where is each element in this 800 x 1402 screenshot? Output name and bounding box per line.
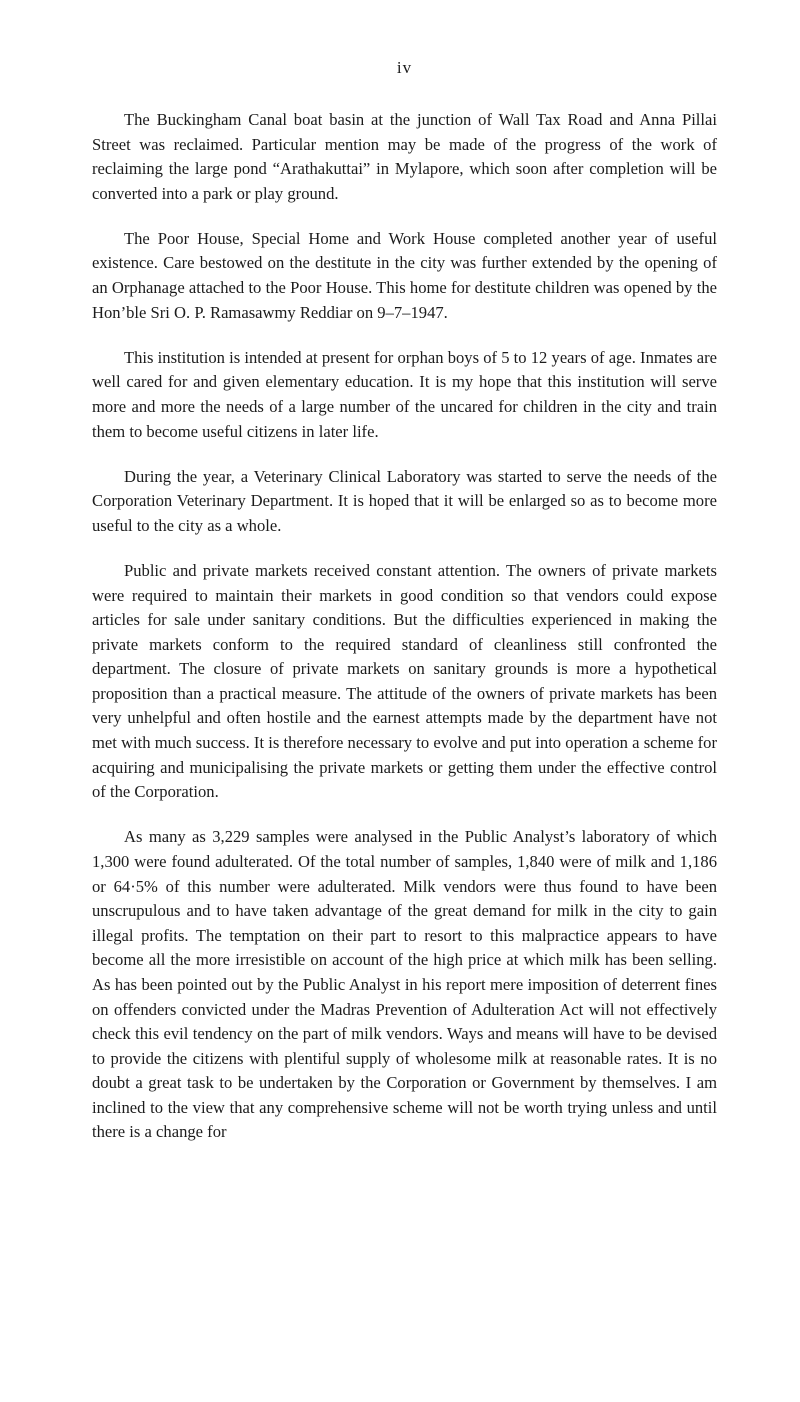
paragraph-markets: Public and private markets received constant attention. The owners of private markets were required to maintain their markets in good condition so that vendors could expose articles for sale under sanitary conditions. But the difficulties experienced in making the private markets conform to the required standard of cleanliness still confronted the department. The closure of private markets on sanitary grounds is more a hypothetical proposition than a practical measure. The attitude of the owners of private markets has been very unhelpful and often hostile and the earnest attempts made by the department have not met with much success. It is therefore necessary to evolve and put into operation a scheme for acquiring and municipalising the private markets or getting them under the effective control of the Corporation. [92,560,717,802]
document-page [92,0,717,1166]
page-number: iv [396,58,413,77]
paragraph-veterinary-laboratory: During the year, a Veterinary Clinical Laboratory was started to serve the needs of the Corporation Veterinary Department. It is hoped that it will be enlarged so as to become more useful to the city as a whole. [92,466,717,535]
paragraph-adulteration: As many as 3,229 samples were analysed in the Public Analyst’s laboratory of which 1,300 were found adulterated. Of the total number of samples, 1,840 were of milk and 1,186 or 64·5% of this number were adulterated. Milk vendors were thus found to have been unscrupulous and to have taken advantage of the great demand for milk in the city to gain illegal profits. The temptation on their part to resort to this malpractice appears to have become all the more irresistible on account of the high price at which milk has been selling. As has been pointed out by the Public Analyst in his report mere imposition of deterrent fines on offenders convicted under the Madras Prevention of Adulteration Act will not effectively check this evil tendency on the part of milk vendors. Ways and means will have to be devised to provide the citizens with plentiful supply of wholesome milk at reasonable rates. It is no doubt a great task to be undertaken by the Corporation or Government by themselves. I am inclined to the view that any comprehensive scheme will not be worth trying unless and until there is a change for [92,827,717,1142]
paragraph-orphanage: This institution is intended at present for orphan boys of 5 to 12 years of age. Inmates are well cared for and given elementary education. It is my hope that this institution will serve more and more the needs of a large number of the uncared for children in the city and train them to become useful citizens in later life. [92,347,717,441]
paragraph-poor-house: The Poor House, Special Home and Work House completed another year of useful existence. Care bestowed on the destitute in the city was further extended by the opening of an Orphanage attached to the Poor House. This home for destitute children was opened by the Hon’ble Sri O. P. Ramasawmy Reddiar on 9–7–1947. [92,228,717,322]
paragraph-canal-reclamation: The Buckingham Canal boat basin at the junction of Wall Tax Road and Anna Pillai Street was reclaimed. Particular mention may be made of the progress of the work of reclaiming the large pond “Arathakuttai” in Mylapore, which soon after completion will be converted into a park or play ground. [92,110,717,203]
